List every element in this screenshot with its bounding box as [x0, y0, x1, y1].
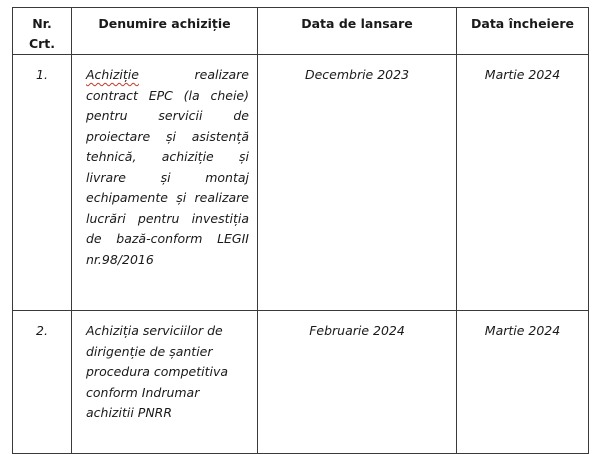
acquisitions-table — [12, 7, 589, 454]
row-number: 1. — [13, 55, 72, 311]
header-start-date: Data de lansare — [258, 8, 457, 55]
header-nr-crt — [13, 8, 72, 55]
table-row — [13, 311, 589, 454]
header-nr-line2: Crt. — [28, 36, 56, 51]
header-name: Denumire achiziție — [72, 8, 258, 55]
acquisition-name-first-word: Achiziție — [86, 67, 139, 82]
acquisition-name — [86, 65, 249, 270]
table-row — [13, 55, 589, 311]
header-end-date: Data încheiere — [457, 8, 589, 55]
acquisition-name: Achiziția serviciilor de dirigenție de șantier procedura competitiva conform Indrumar achizitii PNRR — [86, 323, 229, 420]
end-date: Martie 2024 — [457, 311, 589, 454]
acquisition-name-cell — [72, 55, 258, 311]
acquisition-name-cell — [72, 311, 258, 454]
end-date: Martie 2024 — [457, 55, 589, 311]
acquisition-name-rest: realizare contract EPC (la cheie) pentru servicii de proiectare și asistență tehnică, achiziție și livrare și montaj echipamente și realizare lucrări pentru investiția de bază-conform LEGII nr.98/2016 — [86, 67, 249, 267]
header-nr-line1: Nr. — [32, 16, 52, 31]
table-header-row — [13, 8, 589, 55]
row-number: 2. — [13, 311, 72, 454]
start-date: Februarie 2024 — [258, 311, 457, 454]
start-date: Decembrie 2023 — [258, 55, 457, 311]
